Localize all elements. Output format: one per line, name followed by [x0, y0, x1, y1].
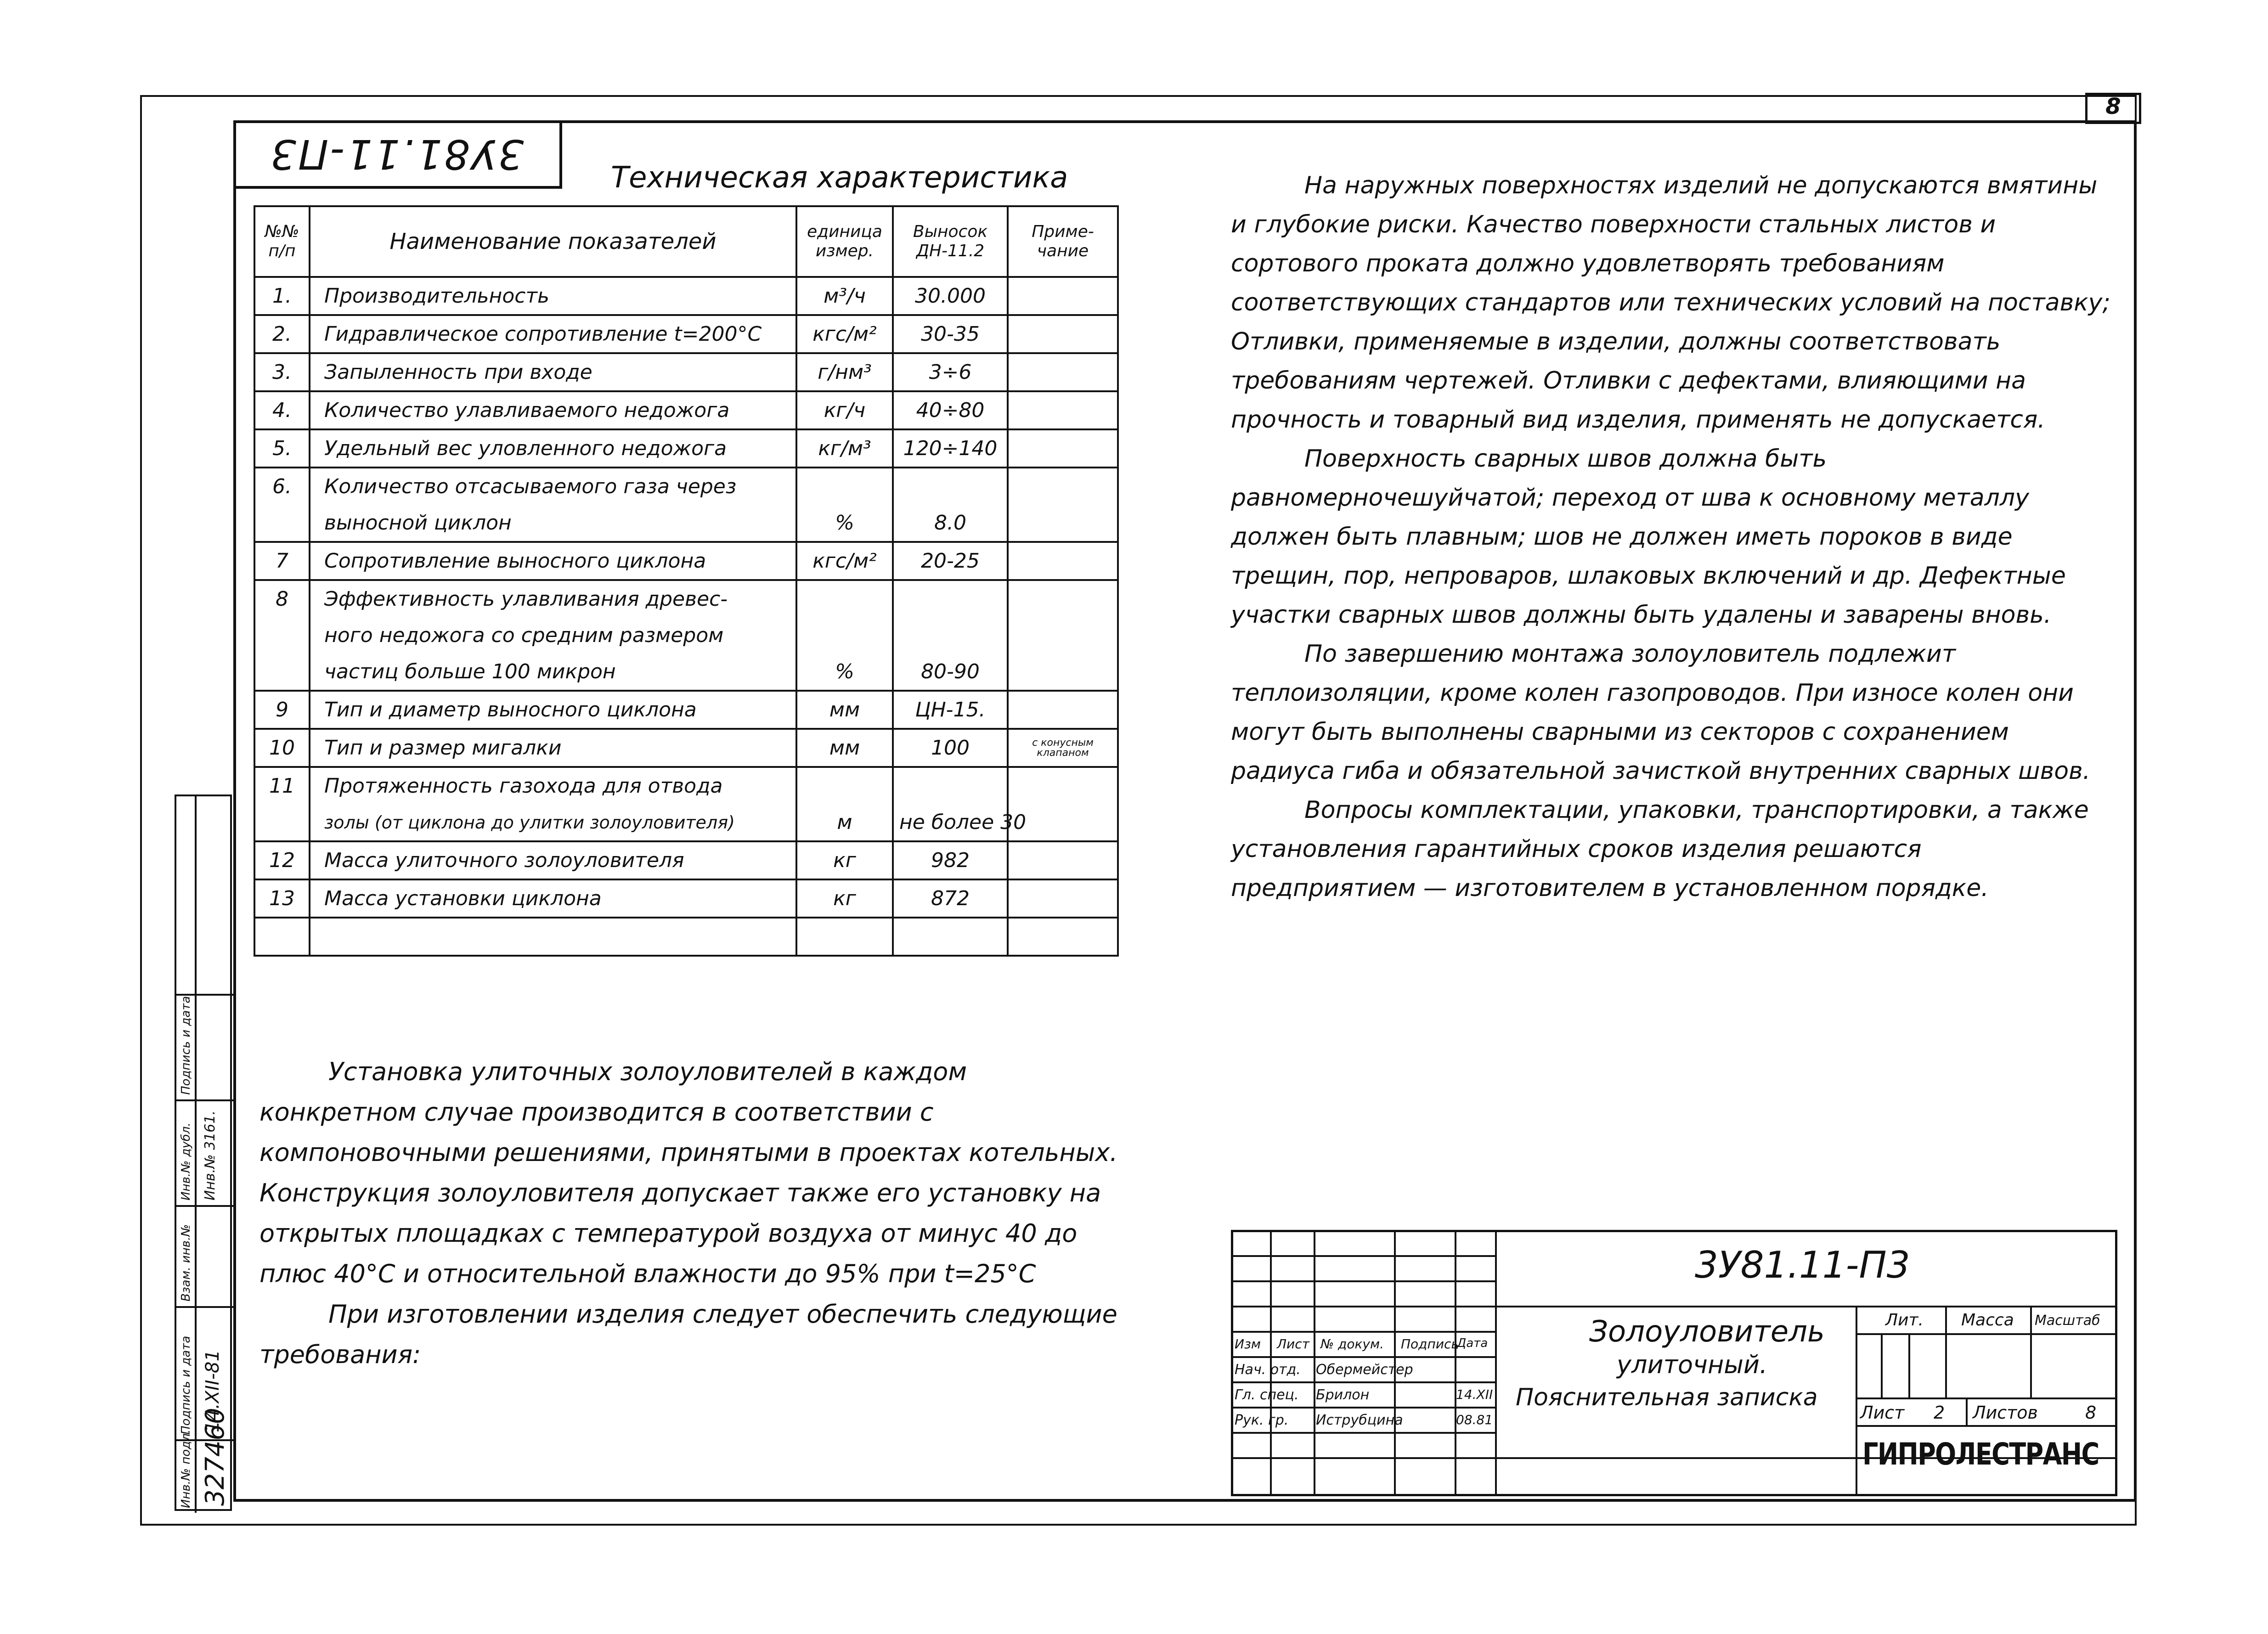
cell-unit — [796, 767, 893, 804]
cell-num: 11 — [254, 767, 310, 804]
table-row — [254, 429, 1118, 468]
cell-name: выносной циклон — [310, 505, 796, 542]
cell-note — [1008, 315, 1118, 353]
table-header-row — [254, 206, 1118, 277]
tb-col-doc: № докум. — [1320, 1336, 1384, 1352]
tb-role-2: Гл. спец. — [1235, 1387, 1299, 1403]
strip-row-divider — [176, 1099, 234, 1101]
cell-note — [1008, 580, 1118, 617]
cell-note — [1008, 505, 1118, 542]
cell-value — [893, 918, 1008, 956]
cell-num: 8 — [254, 580, 310, 617]
cell-name: Тип и размер мигалки — [310, 729, 796, 767]
cell-num: 2. — [254, 315, 310, 353]
strip-row-divider — [176, 1306, 234, 1308]
table-row — [254, 277, 1118, 315]
tb-name-3: Пояснительная записка — [1516, 1384, 1818, 1411]
table-row — [254, 542, 1118, 580]
cell-unit: м — [796, 804, 893, 841]
cell-name: Количество улавливаемого недожога — [310, 391, 796, 429]
strip-label-sign2: Подпись и дата — [179, 996, 193, 1095]
cell-note — [1008, 918, 1118, 956]
tb-hline — [1231, 1255, 1495, 1257]
cell-unit: кгс/м² — [796, 542, 893, 580]
strip-row-divider — [176, 994, 234, 996]
cell-note — [1008, 353, 1118, 391]
spec-table — [254, 205, 1119, 957]
header-name: Наименование показателей — [310, 206, 796, 277]
table-row — [254, 729, 1118, 767]
cell-num: 9 — [254, 691, 310, 729]
cell-num — [254, 804, 310, 841]
tb-hline — [1231, 1306, 2117, 1307]
cell-value — [893, 580, 1008, 617]
cell-note — [1008, 879, 1118, 918]
cell-name: Количество отсасываемого газа через — [310, 468, 796, 505]
cell-note — [1008, 468, 1118, 505]
tb-hline — [1856, 1425, 2117, 1427]
page-number: 8 — [2085, 93, 2141, 124]
table-row — [254, 391, 1118, 429]
tb-hline — [1231, 1280, 1495, 1282]
tb-role-3: Рук. гр. — [1235, 1412, 1289, 1428]
stamp-code-text: 3У81.11-П3 — [269, 130, 524, 178]
cell-num: 10 — [254, 729, 310, 767]
cell-name: ного недожога со средним размером — [310, 617, 796, 654]
cell-unit: кг/м³ — [796, 429, 893, 468]
cell-note — [1008, 277, 1118, 315]
cell-value: 30-35 — [893, 315, 1008, 353]
cell-name: золы (от циклона до улитки золоуловителя) — [310, 804, 796, 841]
strip-label-dubl: Инв.№ дубл. — [179, 1122, 193, 1200]
cell-name: Удельный вес уловленного недожога — [310, 429, 796, 468]
cell-unit — [796, 617, 893, 654]
cell-name: Эффективность улавливания древес- — [310, 580, 796, 617]
cell-value: 20-25 — [893, 542, 1008, 580]
cell-unit: мм — [796, 691, 893, 729]
cell-note — [1008, 841, 1118, 879]
cell-num: 4. — [254, 391, 310, 429]
tb-hline — [1231, 1331, 1495, 1333]
cell-value: 30.000 — [893, 277, 1008, 315]
tb-organization: ГИПРОЛЕСТРАНС — [1862, 1437, 2099, 1472]
tb-sheet-label: Лист — [1860, 1403, 1905, 1423]
right-paragraph: По завершению монтажа золоуловитель подлежит теплоизоляции, кроме колен газопроводов. При износе колен они могут быть выполнены сварными из секторов с сохранением радиуса гиба и обязательной зачисткой внутренних сварных швов. — [1231, 640, 2091, 785]
title-block — [1231, 1230, 2117, 1496]
table-row — [254, 879, 1118, 918]
cell-unit: м³/ч — [796, 277, 893, 315]
cell-note — [1008, 617, 1118, 654]
tb-vline — [1495, 1230, 1497, 1496]
table-row — [254, 353, 1118, 391]
right-paragraph: Вопросы комплектации, упаковки, транспортировки, а также установления гарантийных сроков изделия решаются предприятием — изготовителем в установленном порядке. — [1231, 796, 2089, 902]
cell-value: 120÷140 — [893, 429, 1008, 468]
left-paragraph: При изготовлении изделия следует обеспечить следующие требования: — [260, 1300, 1117, 1369]
strip-row-divider — [176, 1205, 234, 1207]
right-paragraph: На наружных поверхностях изделий не допускаются вмятины и глубокие риски. Качество поверхности стальных листов и сортового проката должно удовлетворять требованиям соответствующих стандартов или технических условий на поставку; Отливки, применяемые в изделии, должны соответствовать требованиям чертежей. Отливки с дефектами, влияющими на прочность и товарный вид изделия, применять не допускается. — [1231, 172, 2110, 434]
tb-date-2: 14.XII — [1456, 1387, 1493, 1402]
tb-sheet-value: 2 — [1934, 1403, 1945, 1423]
table-row — [254, 767, 1118, 804]
table-row — [254, 691, 1118, 729]
tb-hline — [1231, 1432, 1495, 1434]
cell-num — [254, 654, 310, 691]
cell-value: 8.0 — [893, 505, 1008, 542]
cell-name: Сопротивление выносного циклона — [310, 542, 796, 580]
cell-unit: г/нм³ — [796, 353, 893, 391]
tb-sheets-label: Листов — [1973, 1403, 2038, 1423]
cell-name: частиц больше 100 микрон — [310, 654, 796, 691]
cell-note — [1008, 542, 1118, 580]
table-row — [254, 918, 1118, 956]
cell-value — [893, 617, 1008, 654]
tb-role-1: Нач. отд. — [1235, 1362, 1301, 1378]
cell-name: Масса установки циклона — [310, 879, 796, 918]
tb-vline — [1945, 1306, 1947, 1397]
strip-label-inv: Инв.№ подл. — [179, 1429, 193, 1508]
right-paragraph: Поверхность сварных швов должна быть равномерночешуйчатой; переход от шва к основному металлу должен быть плавным; шов не должен иметь пороков в виде трещин, пор, непроваров, шлаковых включений и др. Дефектные участки сварных швов должны быть удалены и заварены вновь. — [1231, 445, 2066, 629]
cell-value: 40÷80 — [893, 391, 1008, 429]
tb-hline — [1856, 1397, 2117, 1399]
right-text-block — [1231, 166, 2113, 908]
cell-num — [254, 617, 310, 654]
inv-date: 14.XII-81 — [202, 1350, 223, 1432]
cell-unit — [796, 918, 893, 956]
table-row — [254, 841, 1118, 879]
tb-scale-label: Масштаб — [2035, 1313, 2100, 1329]
strip-label-sign1: Подпись и дата — [179, 1335, 193, 1435]
table-row — [254, 580, 1118, 617]
registration-strip — [175, 794, 232, 1511]
tb-vline — [1881, 1333, 1883, 1397]
tb-vline — [1908, 1333, 1910, 1397]
cell-value: 80-90 — [893, 654, 1008, 691]
table-row — [254, 617, 1118, 654]
table-row — [254, 804, 1118, 841]
left-text-block — [260, 1052, 1123, 1375]
tb-vline — [1455, 1230, 1456, 1496]
cell-value: не более 30 — [893, 804, 1008, 841]
cell-value: 872 — [893, 879, 1008, 918]
cell-name: Производительность — [310, 277, 796, 315]
tb-col-izm: Изм — [1235, 1336, 1261, 1352]
tb-vline — [1966, 1397, 1968, 1425]
cell-name: Протяженность газохода для отвода — [310, 767, 796, 804]
tb-hline — [1231, 1381, 1495, 1383]
tb-date-3: 08.81 — [1456, 1412, 1493, 1427]
inv-number: 327460 — [200, 1408, 230, 1506]
cell-name — [310, 918, 796, 956]
strip-label-vzam: Взам. инв.№ — [179, 1224, 193, 1302]
tb-person-2: Брилон — [1316, 1387, 1370, 1403]
cell-note — [1008, 691, 1118, 729]
tb-person-1: Обермейстер — [1316, 1362, 1413, 1378]
tb-vline — [2030, 1306, 2032, 1397]
tb-vline — [1314, 1230, 1315, 1496]
cell-note — [1008, 391, 1118, 429]
tb-name-1: Золоуловитель — [1589, 1315, 1825, 1349]
tb-mass-label: Масса — [1961, 1311, 2014, 1330]
cell-value: 3÷6 — [893, 353, 1008, 391]
cell-value: 100 — [893, 729, 1008, 767]
table-row — [254, 505, 1118, 542]
cell-name: Масса улиточного золоуловителя — [310, 841, 796, 879]
stamp-code — [233, 122, 562, 189]
cell-unit: кг — [796, 879, 893, 918]
cell-unit: % — [796, 505, 893, 542]
cell-unit: % — [796, 654, 893, 691]
tb-hline — [1856, 1333, 2117, 1335]
cell-value — [893, 767, 1008, 804]
cell-unit: мм — [796, 729, 893, 767]
cell-num: 12 — [254, 841, 310, 879]
tb-code: 3У81.11-П3 — [1695, 1244, 1910, 1286]
tb-col-date: Дата — [1457, 1336, 1488, 1350]
cell-num: 1. — [254, 277, 310, 315]
table-title: Техническая характеристика — [611, 161, 1068, 195]
cell-value: 982 — [893, 841, 1008, 879]
tb-hline — [1231, 1407, 1495, 1409]
table-row — [254, 468, 1118, 505]
cell-unit: кг/ч — [796, 391, 893, 429]
cell-num: 5. — [254, 429, 310, 468]
tb-hline — [1231, 1356, 1495, 1358]
cell-name: Тип и диаметр выносного циклона — [310, 691, 796, 729]
strip-divider — [195, 796, 197, 1513]
cell-unit: кгс/м² — [796, 315, 893, 353]
cell-num: 6. — [254, 468, 310, 505]
cell-unit: кг — [796, 841, 893, 879]
cell-name: Гидравлическое сопротивление t=200°С — [310, 315, 796, 353]
cell-unit — [796, 468, 893, 505]
header-unit: единица измер. — [796, 206, 893, 277]
cell-name: Запыленность при входе — [310, 353, 796, 391]
cell-note — [1008, 654, 1118, 691]
cell-note: с конусным клапаном — [1008, 729, 1118, 767]
cell-num: 7 — [254, 542, 310, 580]
cell-value: ЦН-15. — [893, 691, 1008, 729]
cell-num — [254, 918, 310, 956]
header-note: Приме-чание — [1008, 206, 1118, 277]
cell-num: 13 — [254, 879, 310, 918]
cell-note — [1008, 429, 1118, 468]
cell-unit — [796, 580, 893, 617]
tb-lit-label: Лит. — [1885, 1311, 1924, 1330]
inv-dubl: Инв.№ 3161. — [202, 1110, 218, 1200]
tb-name-2: улиточный. — [1617, 1350, 1768, 1379]
cell-note — [1008, 767, 1118, 804]
tb-col-list: Лист — [1277, 1336, 1309, 1352]
table-row — [254, 315, 1118, 353]
table-row — [254, 654, 1118, 691]
cell-value — [893, 468, 1008, 505]
tb-sheets-value: 8 — [2085, 1403, 2097, 1423]
header-value: Выносок ДН-11.2 — [893, 206, 1008, 277]
cell-num — [254, 505, 310, 542]
cell-num: 3. — [254, 353, 310, 391]
left-paragraph: Установка улиточных золоуловителей в каждом конкретном случае производится в соответствии с компоновочными решениями, принятыми в проектах котельных. Конструкция золоуловителя допускает также его установку на открытых площадках с температурой воздуха от минус 40 до плюс 40°С и относительной влажности до 95% при t=25°С — [260, 1057, 1118, 1288]
header-num: №№ п/п — [254, 206, 310, 277]
tb-col-sign: Подпись — [1401, 1336, 1459, 1352]
tb-person-3: Иструбцина — [1316, 1412, 1403, 1428]
